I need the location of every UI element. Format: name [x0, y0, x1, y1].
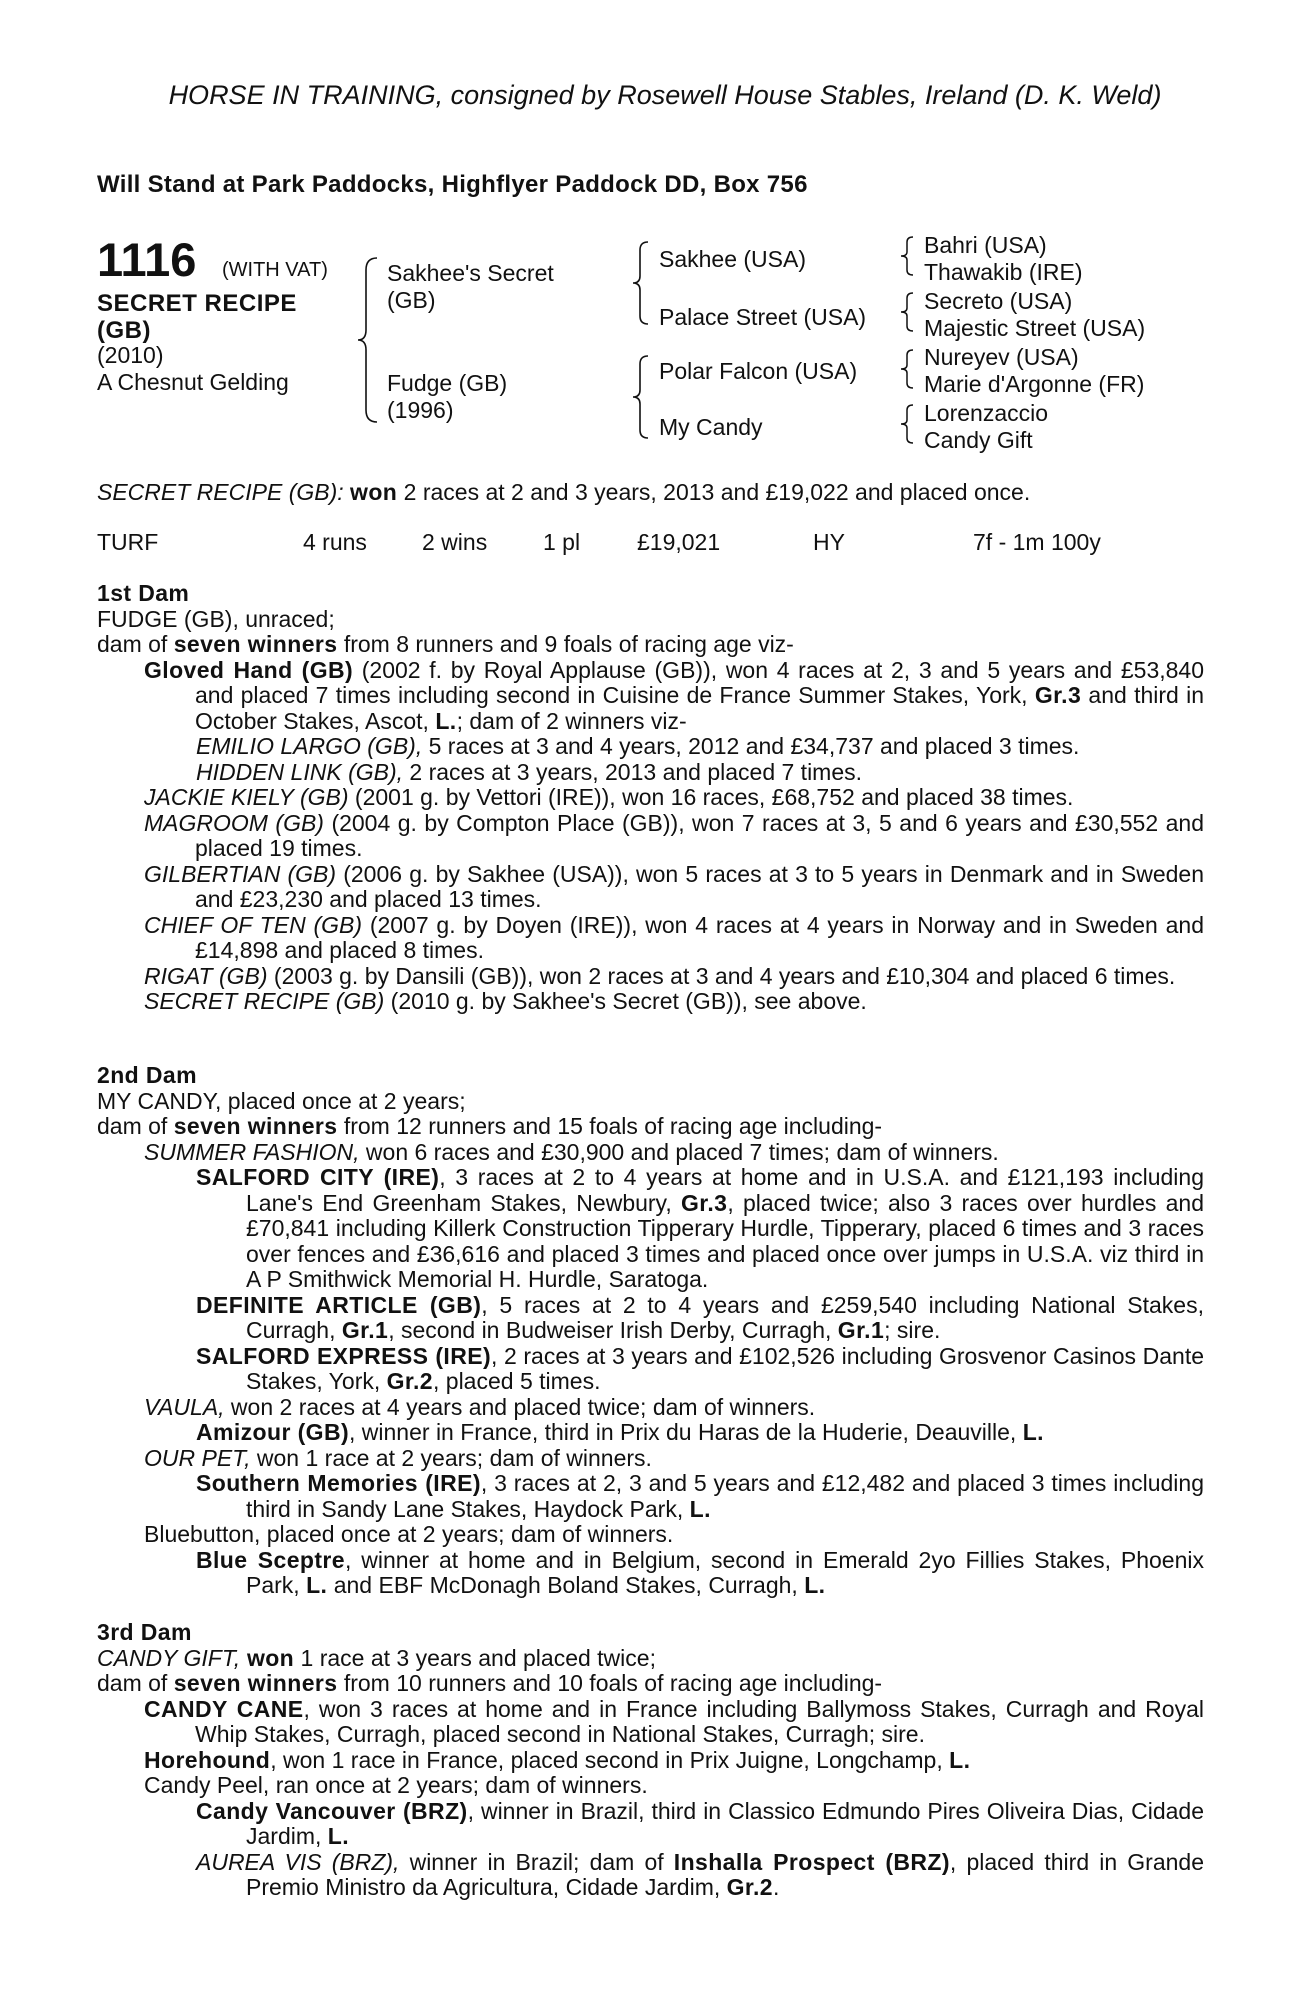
t: Gr.3: [1034, 682, 1082, 708]
t: SECRET RECIPE (GB): [144, 988, 385, 1014]
second-dam-produce-summary: [97, 1114, 1204, 1140]
produce-candy-cane: [144, 1695, 1204, 1748]
turf-runs: 4 runs: [303, 529, 367, 555]
t: , won 3 races at home and in France including Ballymoss Stakes, Curragh and Royal Whip Stakes, Curragh, placed second in National Stakes, Curragh; sire.: [195, 1695, 1204, 1747]
t: , second in Budweiser Irish Derby, Curragh,: [388, 1317, 838, 1343]
t: Inshalla Prospect (BRZ): [673, 1848, 950, 1875]
t: L.: [306, 1572, 328, 1598]
t: and EBF McDonagh Boland Stakes, Curragh,: [327, 1572, 805, 1598]
t: Candy Vancouver (BRZ): [196, 1797, 468, 1824]
produce-candy-peel: Candy Peel, ran once at 2 years; dam of winners.: [144, 1772, 648, 1798]
t: CHIEF OF TEN (GB): [144, 911, 363, 938]
t: , 2 races at 3 years and £102,526 including Grosvenor Casinos Dante Stakes, York,: [246, 1342, 1205, 1394]
t: VAULA,: [144, 1393, 225, 1420]
t: Gr.1: [837, 1317, 885, 1343]
t: L.: [804, 1572, 826, 1598]
t: MAGROOM (GB): [144, 809, 324, 836]
pedigree-ssd: Thawakib (IRE): [924, 259, 1083, 285]
t: Gr.3: [680, 1189, 728, 1216]
produce-aurea-vis: [196, 1848, 1205, 1901]
t: RIGAT (GB): [144, 962, 268, 989]
first-dam-name: FUDGE (GB), unraced;: [97, 605, 335, 632]
horse-country: (GB): [97, 317, 151, 344]
t: ; dam of 2 winners viz-: [456, 707, 687, 734]
second-dam-name: MY CANDY, placed once at 2 years;: [97, 1087, 466, 1114]
t: won 6 races and £30,900 and placed 7 times; dam of winners.: [359, 1138, 999, 1165]
consignor-title: HORSE IN TRAINING, consigned by Rosewell House Stables, Ireland (D. K. Weld): [168, 80, 1162, 110]
t: , placed 5 times.: [433, 1368, 601, 1394]
pedigree-sds: Secreto (USA): [924, 288, 1073, 314]
t: (2004 g. by Compton Place (GB)), won 7 races at 3, 5 and 6 years and £30,552 and placed 19 times.: [195, 809, 1204, 861]
third-dam-section: [97, 1620, 1204, 1901]
pedigree-sire-sire: Sakhee (USA): [659, 246, 807, 272]
turf-placed: 1 pl: [543, 529, 581, 555]
record-text: 2 races at 2 and 3 years, 2013 and £19,022 and placed once.: [403, 479, 1031, 505]
t: 1 race at 3 years and placed twice;: [294, 1644, 656, 1671]
t: 2 races at 3 years, 2013 and placed 7 times.: [403, 758, 863, 785]
t: HIDDEN LINK (GB),: [196, 758, 404, 785]
horse-name-text: SECRET RECIPE: [97, 290, 297, 317]
produce-chief-of-ten: [144, 911, 1205, 964]
t: SALFORD EXPRESS (IRE): [196, 1342, 492, 1369]
t: SALFORD CITY (IRE): [196, 1164, 440, 1190]
t: dam of: [97, 1113, 174, 1139]
t: Horehound: [144, 1746, 271, 1773]
third-dam-produce-summary: [97, 1671, 1204, 1697]
pedigree-sdd: Majestic Street (USA): [924, 315, 1146, 341]
dam-name: Fudge (GB): [387, 370, 508, 396]
pedigree-brace-ds: [897, 346, 919, 392]
t: ; sire.: [884, 1317, 941, 1343]
t: , placed twice; also 3 races over hurdles and £70,841 including Killerk Construction Tipperary Hurdle, Tipperary, placed 6 times and 3 races over fences and £36,616 and placed 3 times and placed once over jumps in U.S.A. viz third in A P Smithwick Memorial H. Hurdle, Saratoga.: [246, 1189, 1204, 1292]
lot-number: 1116: [97, 233, 197, 286]
t: from 10 runners and 10 foals of racing age including-: [337, 1670, 883, 1696]
t: .: [773, 1874, 780, 1900]
t: won 2 races at 4 years and placed twice; dam of winners.: [224, 1393, 816, 1420]
t: L.: [435, 707, 457, 734]
t: 5 races at 3 and 4 years, 2012 and £34,737 and placed 3 times.: [422, 733, 1080, 759]
produce-our-pet: [144, 1444, 1204, 1472]
t: , 5 races at 2 to 4 years and £259,540 including National Stakes, Curragh,: [246, 1291, 1204, 1343]
pedigree-brace-dd: [897, 401, 919, 447]
t: dam of: [97, 631, 174, 657]
first-dam-produce-summary: [97, 632, 1204, 658]
t: (2007 g. by Doyen (IRE)), won 4 races at 4 years in Norway and in Sweden and £14,898 and placed 8 times.: [195, 911, 1205, 963]
produce-bluebutton: Bluebutton, placed once at 2 years; dam of winners.: [144, 1521, 674, 1547]
produce-definite-article: [196, 1291, 1204, 1344]
vat-note: (WITH VAT): [222, 259, 328, 281]
t: DEFINITE ARTICLE (GB): [196, 1291, 482, 1318]
t: L.: [949, 1746, 971, 1773]
t: , 3 races at 2, 3 and 5 years and £12,482 and placed 3 times including third in Sandy Lane Stakes, Haydock Park,: [246, 1470, 1204, 1522]
produce-gloved-hand: [144, 656, 1204, 735]
pedigree-dam-dam: My Candy: [659, 414, 763, 440]
produce-gilbertian: [144, 860, 1205, 913]
produce-summer-fashion: [144, 1138, 1204, 1166]
pedigree-dam: [387, 370, 507, 424]
pedigree-brace-sire: [630, 238, 656, 328]
t: Blue Sceptre: [196, 1546, 345, 1573]
t: Gr.2: [386, 1368, 433, 1394]
t: SUMMER FASHION,: [144, 1138, 360, 1165]
t: , won 1 race in France, placed second in Prix Juigne, Longchamp,: [270, 1746, 950, 1773]
t: Gloved Hand (GB): [144, 656, 354, 683]
t: won: [240, 1644, 295, 1671]
second-dam-section: [97, 1063, 1204, 1599]
t: and third in October Stakes, Ascot,: [195, 682, 1204, 734]
t: L.: [1022, 1419, 1044, 1445]
produce-southern-memories: [196, 1470, 1204, 1522]
third-dam-heading: 3rd Dam: [97, 1619, 192, 1645]
turf-distance: 7f - 1m 100y: [973, 529, 1101, 555]
t: from 12 runners and 15 foals of racing age including-: [337, 1113, 883, 1139]
pedigree-dds: Lorenzaccio: [924, 400, 1049, 426]
produce-candy-vancouver: [196, 1797, 1205, 1850]
stand-location: Will Stand at Park Paddocks, Highflyer Paddock DD, Box 756: [97, 171, 808, 198]
sire-country: (GB): [387, 287, 436, 313]
turf-wins: 2 wins: [422, 529, 488, 555]
t: (2001 g. by Vettori (IRE)), won 16 races, £68,752 and placed 38 times.: [348, 784, 1074, 810]
record-won: won: [350, 479, 398, 505]
t: seven winners: [173, 1113, 338, 1139]
sire-name: Sakhee's Secret: [387, 260, 554, 286]
pedigree-sire-dam: Palace Street (USA): [659, 304, 867, 330]
t: , winner in Brazil, third in Classico Edmundo Pires Oliveira Dias, Cidade Jardim,: [246, 1797, 1205, 1849]
t: , 3 races at 2 to 4 years at home and in U.S.A. and £121,193 including Lane's End Greenham Stakes, Newbury,: [246, 1164, 1204, 1216]
turf-earnings: £19,021: [637, 529, 721, 555]
dam-year: (1996): [387, 397, 454, 423]
record-horse: SECRET RECIPE (GB):: [97, 479, 344, 505]
t: OUR PET,: [144, 1444, 251, 1471]
t: (2002 f. by Royal Applause (GB)), won 4 races at 2, 3 and 5 years and £53,840 and placed 7 times including second in Cuisine de France Summer Stakes, York,: [195, 656, 1204, 708]
t: Southern Memories (IRE): [196, 1470, 481, 1496]
t: L.: [689, 1495, 711, 1522]
t: won 1 race at 2 years; dam of winners.: [250, 1444, 652, 1471]
first-dam-heading: 1st Dam: [97, 580, 190, 606]
t: CANDY GIFT,: [97, 1644, 241, 1671]
produce-rigat: [144, 962, 1204, 990]
t: seven winners: [173, 631, 338, 657]
pedigree-sss: Bahri (USA): [924, 232, 1047, 258]
produce-vaula: [144, 1393, 1204, 1421]
produce-blue-sceptre: [196, 1546, 1205, 1599]
produce-emilio-largo: [196, 733, 1204, 760]
produce-jackie-kiely: [144, 784, 1204, 811]
race-record: [97, 480, 1030, 506]
produce-secret-recipe: [144, 988, 1204, 1015]
t: EMILIO LARGO (GB),: [196, 733, 423, 759]
t: seven winners: [173, 1670, 338, 1696]
produce-hidden-link: [196, 758, 1204, 786]
t: AUREA VIS (BRZ),: [196, 1848, 400, 1875]
third-dam-name: [97, 1646, 1204, 1672]
t: L.: [327, 1823, 350, 1849]
t: Gr.2: [726, 1874, 773, 1900]
produce-salford-express: [196, 1342, 1205, 1395]
pedigree-brace-sd: [897, 289, 919, 335]
t: from 8 runners and 9 foals of racing age viz-: [337, 631, 794, 657]
produce-magroom: [144, 809, 1204, 862]
t: Amizour (GB): [196, 1419, 350, 1445]
pedigree-dam-sire: Polar Falcon (USA): [659, 358, 858, 384]
t: GILBERTIAN (GB): [144, 860, 337, 887]
t: JACKIE KIELY (GB): [144, 784, 349, 810]
turf-surface: TURF: [97, 529, 159, 555]
pedigree-brace-main: [355, 252, 389, 428]
second-dam-heading: 2nd Dam: [97, 1062, 197, 1088]
t: (2006 g. by Sakhee (USA)), won 5 races at 3 to 5 years in Denmark and in Sweden and £23,230 and placed 13 times.: [195, 860, 1205, 912]
pedigree-ddd: Candy Gift: [924, 427, 1033, 453]
t: Gr.1: [341, 1317, 389, 1343]
t: , winner in France, third in Prix du Haras de la Huderie, Deauville,: [349, 1419, 1023, 1445]
pedigree-sire: [387, 260, 554, 314]
t: winner in Brazil; dam of: [399, 1848, 674, 1875]
first-dam-section: [97, 581, 1204, 1015]
produce-salford-city: [196, 1164, 1204, 1293]
pedigree-dss: Nureyev (USA): [924, 344, 1079, 370]
horse-description: A Chesnut Gelding: [97, 369, 289, 395]
pedigree-dsd: Marie d'Argonne (FR): [924, 371, 1145, 397]
t: CANDY CANE: [144, 1695, 304, 1722]
t: (2010 g. by Sakhee's Secret (GB)), see above.: [384, 988, 867, 1014]
t: (2003 g. by Dansili (GB)), won 2 races at 3 and 4 years and £10,304 and placed 6 times.: [267, 962, 1176, 989]
horse-name: [97, 290, 297, 344]
pedigree-brace-dam: [630, 352, 656, 442]
t: , winner at home and in Belgium, second in Emerald 2yo Fillies Stakes, Phoenix Park,: [246, 1546, 1205, 1598]
turf-going: HY: [813, 529, 845, 555]
produce-horehound: [144, 1746, 1204, 1774]
t: dam of: [97, 1670, 174, 1696]
t: , placed third in Grande Premio Ministro da Agricultura, Cidade Jardim,: [246, 1848, 1205, 1900]
produce-amizour: [196, 1419, 1204, 1446]
foaling-year: (2010): [97, 342, 164, 368]
pedigree-brace-ss: [897, 233, 919, 279]
